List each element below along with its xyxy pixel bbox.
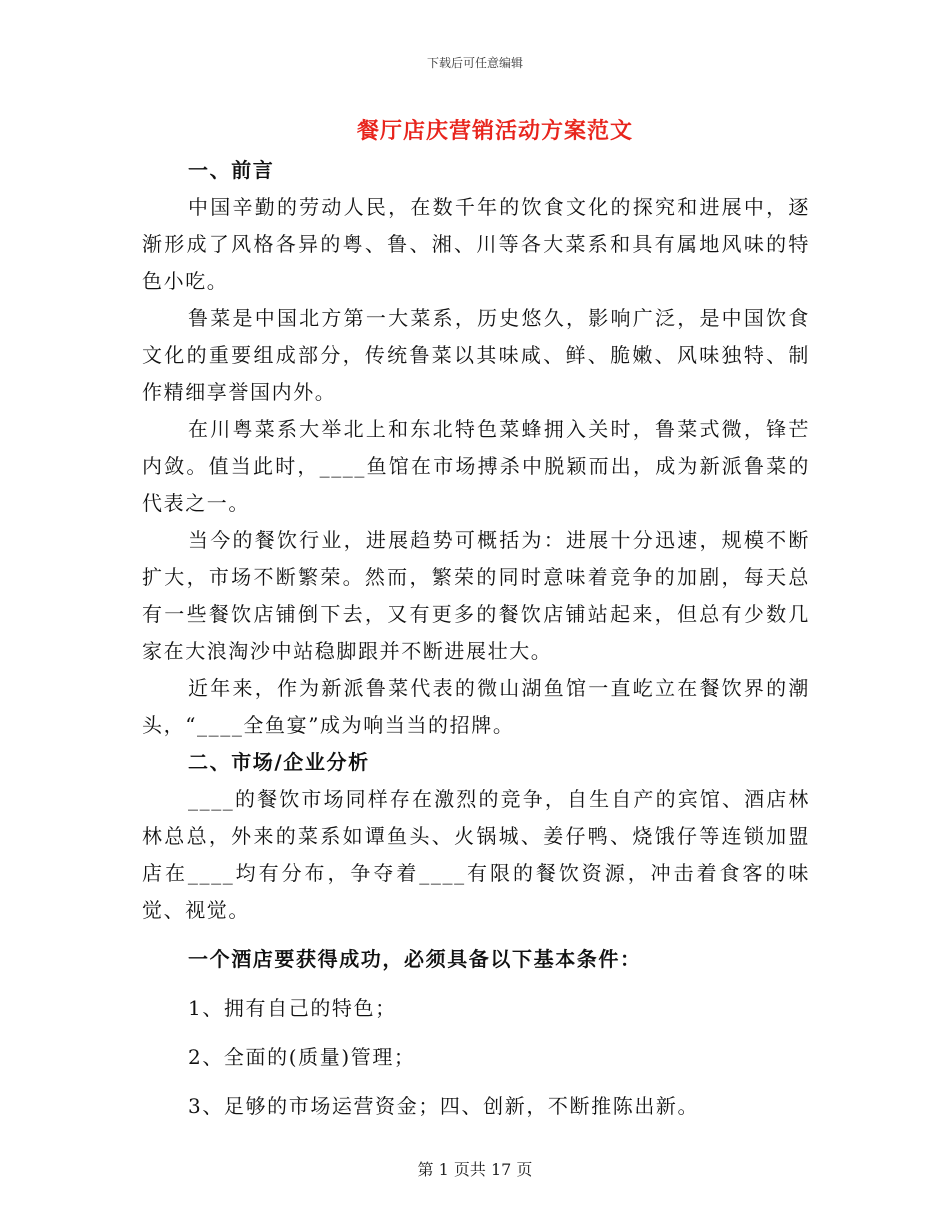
section-heading-market-analysis: 二、市场/企业分析 [188,750,370,774]
list-item: 2、全面的(质量)管理； [188,1045,416,1069]
paragraph-2: 鲁菜是中国北方第一大菜系，历史悠久，影响广泛，是中国饮食文化的重要组成部分，传统鲁菜以其味咸、鲜、脆嫩、风味独特、制作精细享誉国内外。 [142,306,810,404]
paragraph-5: 近年来，作为新派鲁菜代表的微山湖鱼馆一直屹立在餐饮界的潮头，“____全鱼宴”成为响当当的招牌。 [142,676,810,737]
page-footer: 第 1 页共 17 页 [417,1160,533,1179]
section-heading-preface: 一、前言 [188,158,275,182]
list-item: 1、拥有自己的特色； [188,996,397,1020]
document-body [142,152,810,1125]
paragraph-6: ____的餐饮市场同样存在激烈的竞争，自生自产的宾馆、酒店林林总总，外来的菜系如谭鱼头、火锅城、姜仔鸭、烧饿仔等连锁加盟店在____均有分布，争夺着____有限的餐饮资源，冲击着食客的味觉、视觉。 [142,787,810,922]
document-title: 餐厅店庆营销活动方案范文 [356,118,633,144]
list-item: 3、足够的市场运营资金；四、创新，不断推陈出新。 [188,1094,700,1118]
paragraph-4: 当今的餐饮行业，进展趋势可概括为：进展十分迅速，规模不断扩大，市场不断繁荣。然而，繁荣的同时意味着竞争的加剧，每天总有一些餐饮店铺倒下去，又有更多的餐饮店铺站起来，但总有少数几家在大浪淘沙中站稳脚跟并不断进展壮大。 [142,528,810,663]
header-note: 下载后可任意编辑 [426,56,523,70]
paragraph-1: 中国辛勤的劳动人民，在数千年的饮食文化的探究和进展中，逐渐形成了风格各异的粤、鲁、湘、川等各大菜系和具有属地风味的特色小吃。 [142,195,810,293]
conditions-heading: 一个酒店要获得成功，必须具备以下基本条件： [188,947,642,971]
paragraph-3: 在川粤菜系大举北上和东北特色菜蜂拥入关时，鲁菜式微，锋芒内敛。值当此时，____鱼馆在市场搏杀中脱颖而出，成为新派鲁菜的代表之一。 [142,417,810,515]
